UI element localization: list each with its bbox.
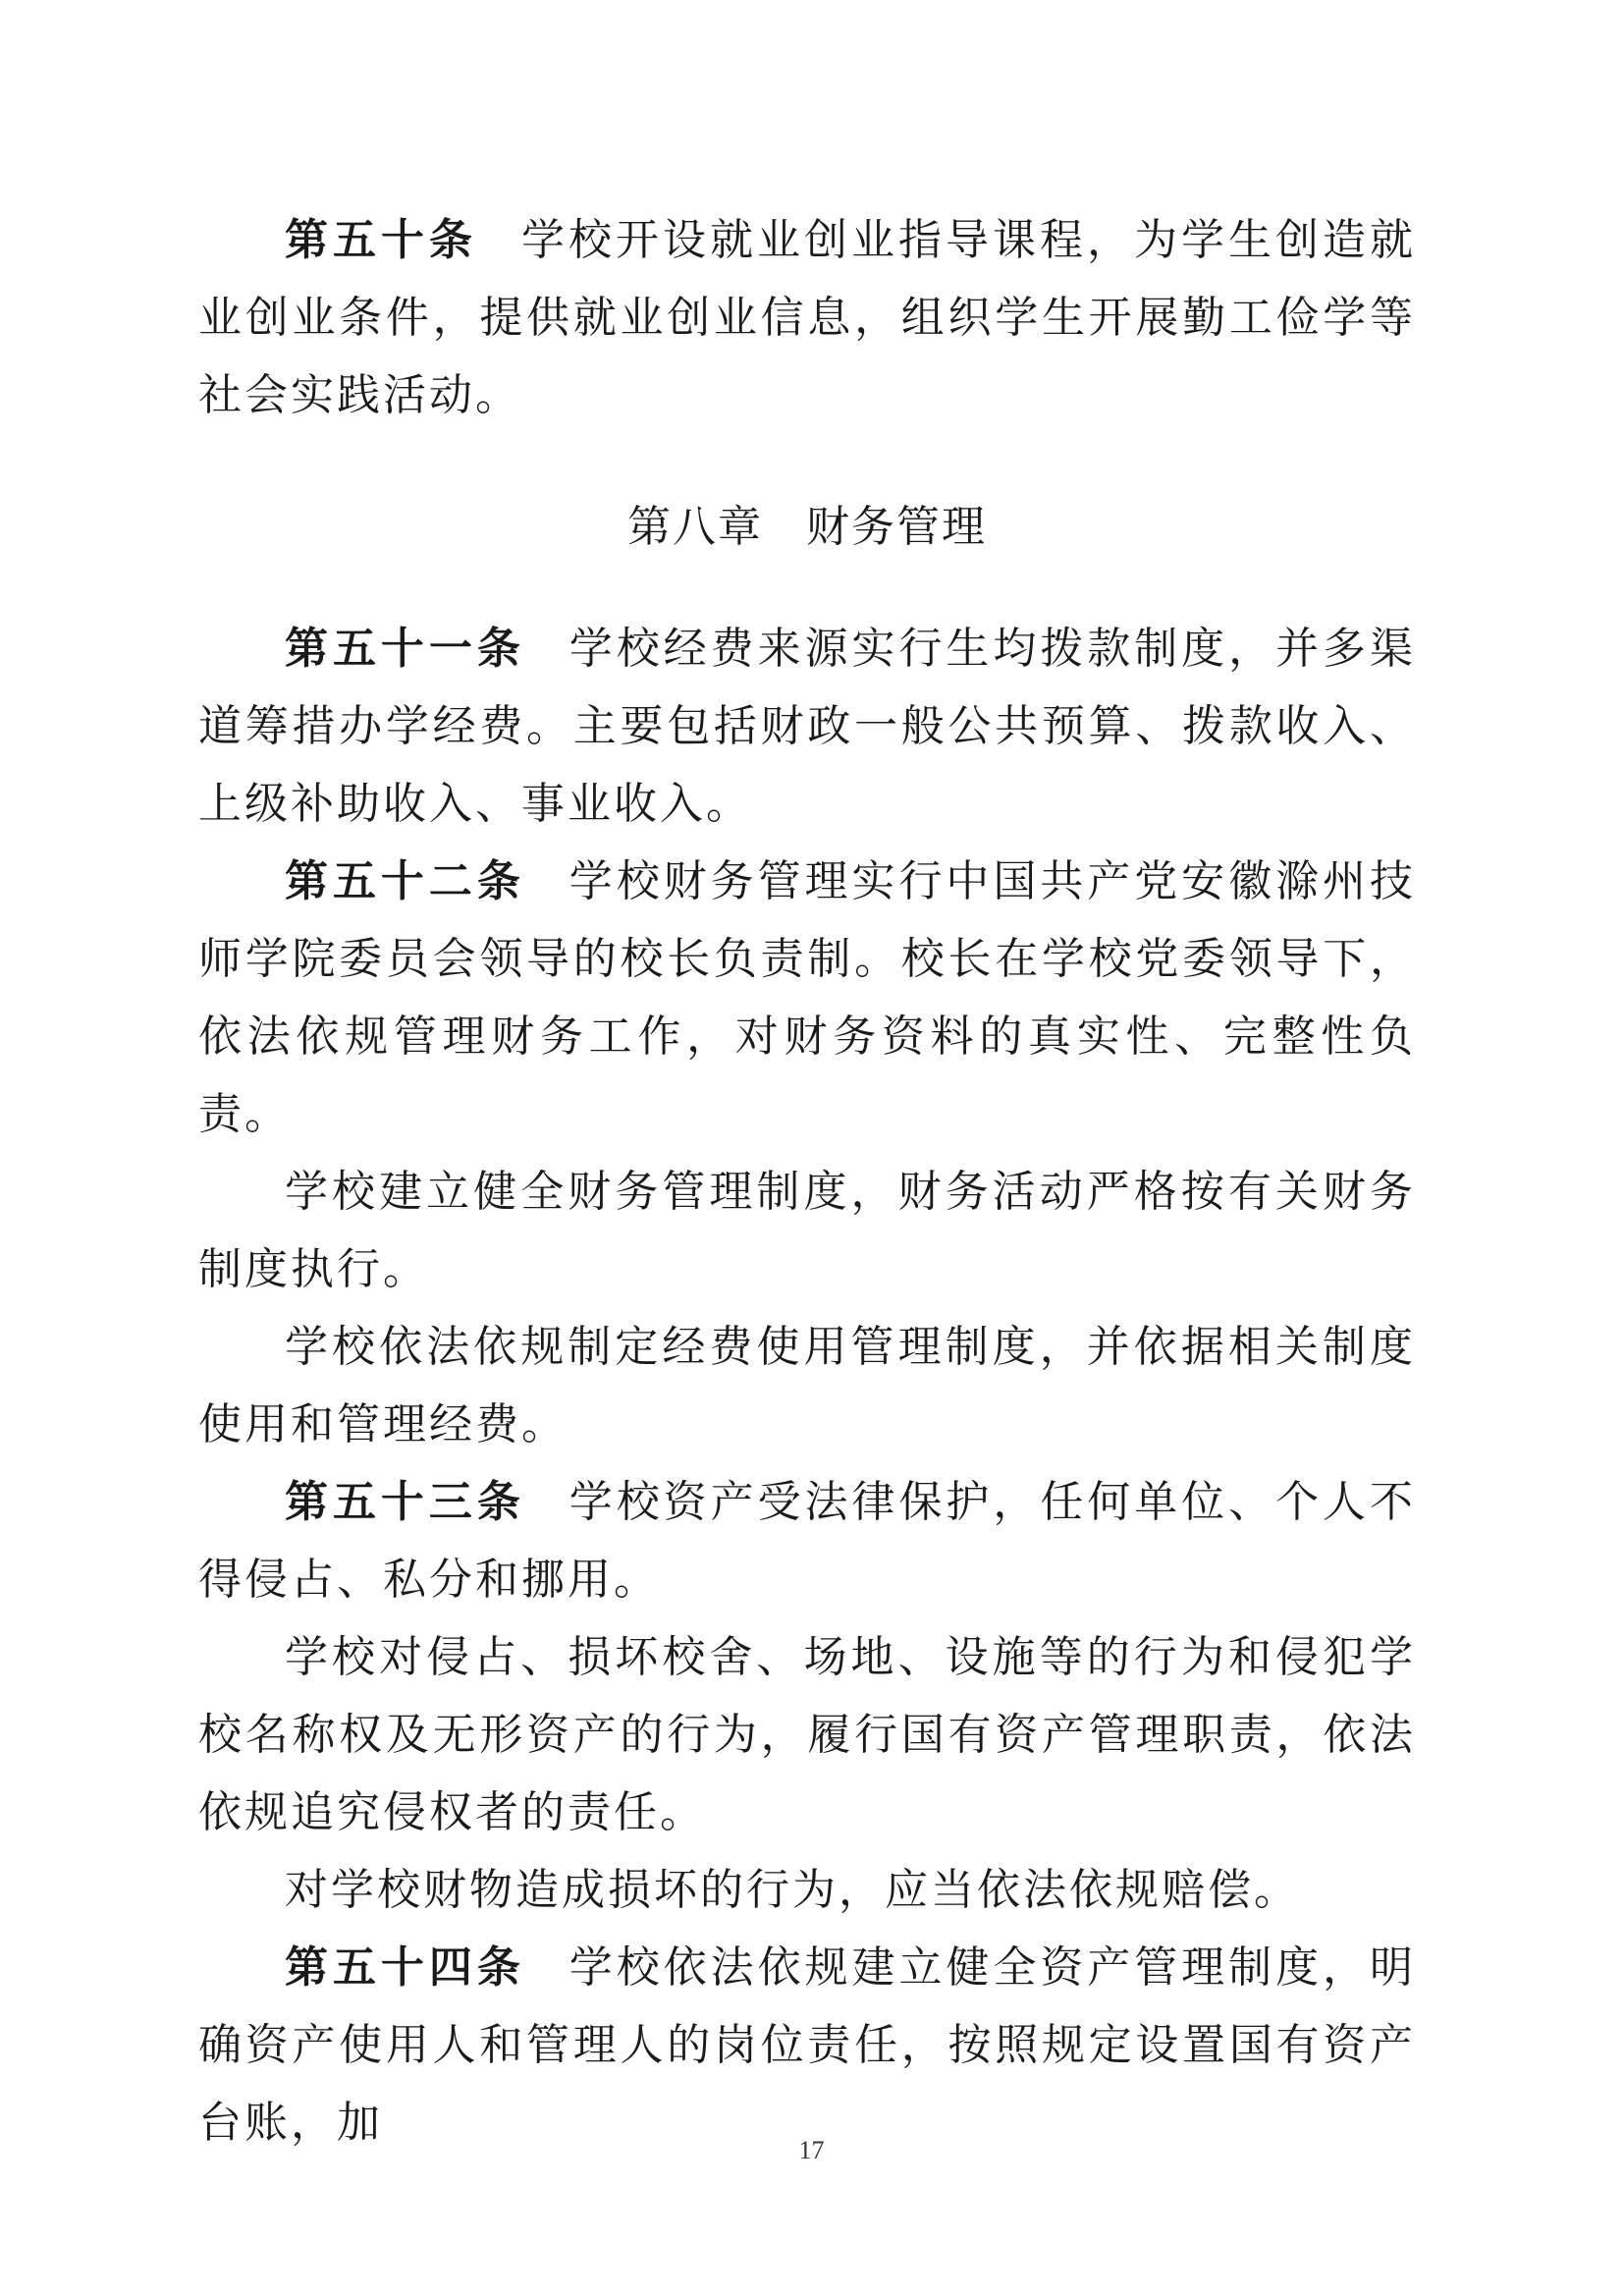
article-52-text: 学校财务管理实行中国共产党安徽滁州技师学院委员会领导的校长负责制。校长在学校党委领导下，依法依规管理财务工作，对财务资料的真实性、完整性负责。 bbox=[198, 856, 1417, 1139]
article-53-paragraph-3: 对学校财物造成损坏的行为，应当依法依规赔偿。 bbox=[285, 1865, 1300, 1915]
article-54-label: 第五十四条 bbox=[285, 1942, 525, 1993]
article-53-text: 学校资产受法律保护，任何单位、个人不得侵占、私分和挪用。 bbox=[198, 1477, 1417, 1605]
article-51 bbox=[198, 610, 1416, 843]
document-body bbox=[198, 201, 1416, 2161]
article-53-label: 第五十三条 bbox=[285, 1477, 525, 1527]
article-50-text: 学校开设就业创业指导课程，为学生创造就业创业条件，提供就业创业信息，组织学生开展勤工俭学等社会实践活动。 bbox=[198, 215, 1416, 420]
article-50-label: 第五十条 bbox=[285, 215, 477, 265]
article-50 bbox=[198, 201, 1416, 434]
article-52-label: 第五十二条 bbox=[285, 856, 525, 906]
article-51-label: 第五十一条 bbox=[285, 624, 525, 674]
chapter-title bbox=[198, 488, 1416, 566]
article-54 bbox=[198, 1929, 1416, 2161]
article-53 bbox=[198, 1463, 1416, 1618]
article-52 bbox=[198, 843, 1416, 1153]
article-52-paragraph-2: 学校建立健全财务管理制度，财务活动严格按有关财务制度执行。 bbox=[198, 1167, 1416, 1294]
chapter-number: 第八章 bbox=[627, 502, 763, 552]
article-54-text: 学校依法依规建立健全资产管理制度，明确资产使用人和管理人的岗位责任，按照规定设置国有资产台账，加 bbox=[198, 1942, 1417, 2148]
article-53-paragraph-2: 学校对侵占、损坏校舍、场地、设施等的行为和侵犯学校名称权及无形资产的行为，履行国有资产管理职责，依法依规追究侵权者的责任。 bbox=[198, 1632, 1416, 1837]
chapter-name: 财务管理 bbox=[806, 502, 987, 552]
page-number: 17 bbox=[798, 2136, 825, 2164]
article-51-text: 学校经费来源实行生均拨款制度，并多渠道筹措办学经费。主要包括财政一般公共预算、拨款收入、上级补助收入、事业收入。 bbox=[198, 624, 1417, 829]
article-52-paragraph-3: 学校依法依规制定经费使用管理制度，并依据相关制度使用和管理经费。 bbox=[198, 1322, 1416, 1449]
